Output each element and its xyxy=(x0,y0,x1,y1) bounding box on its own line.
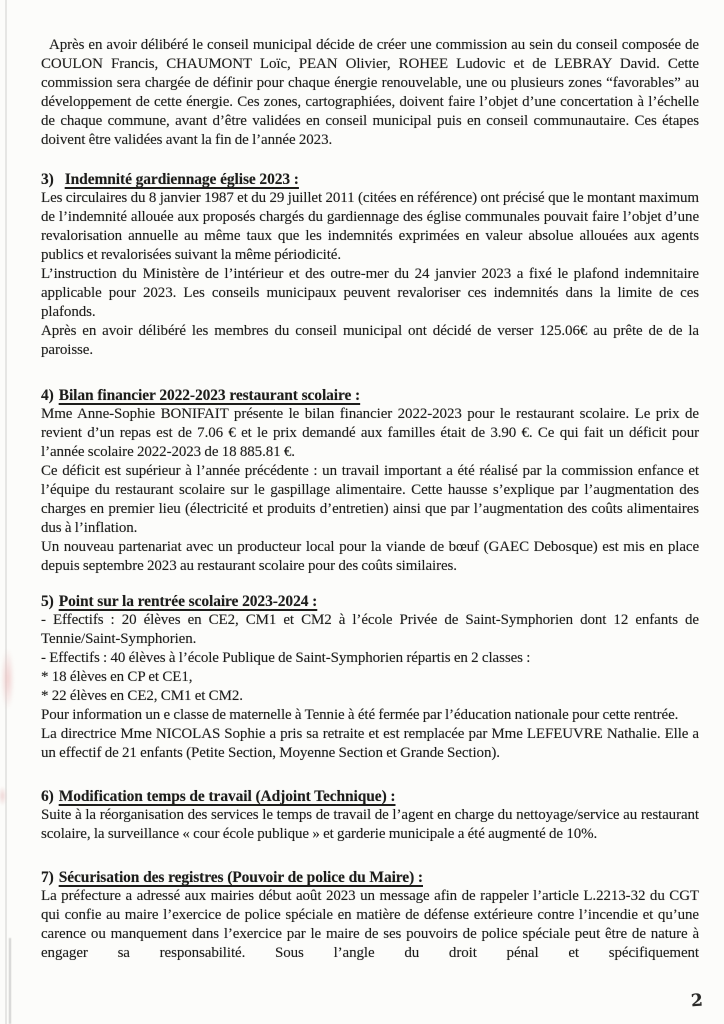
section-4-heading xyxy=(41,386,699,405)
section-7-heading xyxy=(41,868,699,887)
section-paragraph: L’instruction du Ministère de l’intérieur et des outre-mer du 24 janvier 2023 a fixé le plafond indemnitaire applicable pour 2023. Les conseils municipaux peuvent revaloriser ces indemnités dans la limite de ces plafonds. xyxy=(41,266,699,320)
section-6-temps-de-travail xyxy=(41,787,699,844)
section-number: 5) xyxy=(41,593,54,610)
section-paragraph: La directrice Mme NICOLAS Sophie a pris sa retraite et est remplacée par Mme LEFEUVRE Nathalie. Elle a un effectif de 21 enfants (Petite Section, Moyenne Section et Grande Section). xyxy=(41,726,699,761)
section-title: Bilan financier 2022-2023 restaurant scolaire : xyxy=(58,387,361,404)
scan-edge-artifact xyxy=(9,938,11,1024)
section-title: Indemnité gardiennage église 2023 : xyxy=(64,171,299,188)
section-7-securisation-registres xyxy=(41,868,699,963)
scan-edge-artifact xyxy=(5,0,7,1024)
section-paragraph: Suite à la réorganisation des services le temps de travail de l’agent en charge du nettoyage/service au restaurant scolaire, la surveillance « cour école publique » et garderie municipale a été augmenté de 10%. xyxy=(41,807,699,842)
section-4-bilan-financier xyxy=(41,386,699,576)
section-3-heading xyxy=(41,170,699,189)
effectifs-subitem: * 18 élèves en CP et CE1, xyxy=(41,669,193,685)
page-number: 2 xyxy=(690,990,704,1012)
section-5-heading xyxy=(41,592,699,611)
section-number: 3) xyxy=(41,171,54,188)
section-paragraph: Pour information un e classe de maternelle à Tennie à été fermée par l’éducation nationale pour cette rentrée. xyxy=(41,707,679,723)
section-paragraph: Un nouveau partenariat avec un producteur local pour la viande de bœuf (GAEC Debosque) est mis en place depuis septembre 2023 au restaurant scolaire pour des coûts similaires. xyxy=(41,539,699,574)
document-content xyxy=(41,36,699,963)
section-title: Point sur la rentrée scolaire 2023-2024 : xyxy=(58,593,318,610)
effectifs-item: - Effectifs : 40 élèves à l’école Publique de Saint-Symphorien répartis en 2 classes : xyxy=(41,650,531,666)
section-paragraph: Les circulaires du 8 janvier 1987 et du 29 juillet 2011 (citées en référence) ont précisé que le montant maximum de l’indemnité allouée aux proposés chargés du gardiennage des église communales pouvait faire l’objet d’une revalorisation annuelle au même taux que les indemnités exprimées en valeur absolue allouées aux agents publics et revalorisées suivant la même périodicité. xyxy=(41,190,699,263)
effectifs-item: - Effectifs : 20 élèves en CE2, CM1 et CM2 à l’école Privée de Saint-Symphorien dont 12 enfants de Tennie/Saint-Symphorien. xyxy=(41,612,699,647)
section-3-indemnite-gardiennage xyxy=(41,170,699,360)
section-paragraph: Mme Anne-Sophie BONIFAIT présente le bilan financier 2022-2023 pour le restaurant scolaire. Le prix de revient d’un repas est de 7.06 € et le prix demandé aux familles était de 3.90 €. Ce qui fait un déficit pour l’année scolaire 2022-2023 de 18 885.81 €. xyxy=(41,406,699,460)
scan-smudge-artifact xyxy=(1,648,14,710)
section-title: Sécurisation des registres (Pouvoir de police du Maire) : xyxy=(58,869,423,886)
section-number: 4) xyxy=(41,387,54,404)
section-paragraph: La préfecture a adressé aux mairies début août 2023 un message afin de rappeler l’article L.2213-32 du CGT qui confie au maire l’exercice de police spéciale en matière de défense extérieure contre l’incendie et qu’une carence ou manquement dans l’exercice par le maire de ses pouvoirs de police spéciale peut être de nature à engager sa responsabilité. Sous l’angle du droit pénal et spécifiquement xyxy=(41,888,699,961)
section-title: Modification temps de travail (Adjoint Technique) : xyxy=(58,788,396,805)
effectifs-subitem: * 22 élèves en CE2, CM1 et CM2. xyxy=(41,688,243,704)
section-paragraph: Ce déficit est supérieur à l’année précédente : un travail important a été réalisé par la commission enfance et l’équipe du restaurant scolaire sur le gaspillage alimentaire. Cette hausse s’explique par l’augmentation des charges en premier lieu (électricité et produits d’entretien) ainsi que par l’augmentation des coûts alimentaires dus à l’inflation. xyxy=(41,463,699,536)
intro-paragraph: Après en avoir délibéré le conseil municipal décide de créer une commission au sein du conseil composée de COULON Francis, CHAUMONT Loïc, PEAN Olivier, ROHEE Ludovic et de LEBRAY David. Cette commission sera chargée de définir pour chaque énergie renouvelable, une ou plusieurs zones “favorables” au développement de cette énergie. Ces zones, cartographiées, doivent faire l’objet d’une concertation à l’échelle de chaque commune, avant d’être validées en conseil municipal puis en conseil communautaire. Ces étapes doivent être validées avant la fin de l’année 2023. xyxy=(41,37,699,148)
section-6-heading xyxy=(41,787,699,806)
deliberation-paragraph: Après en avoir délibéré les membres du conseil municipal ont décidé de verser 125.06€ au prête de de la paroisse. xyxy=(41,323,699,358)
section-5-rentree-scolaire xyxy=(41,592,699,763)
section-number: 7) xyxy=(41,869,54,886)
section-number: 6) xyxy=(41,788,54,805)
